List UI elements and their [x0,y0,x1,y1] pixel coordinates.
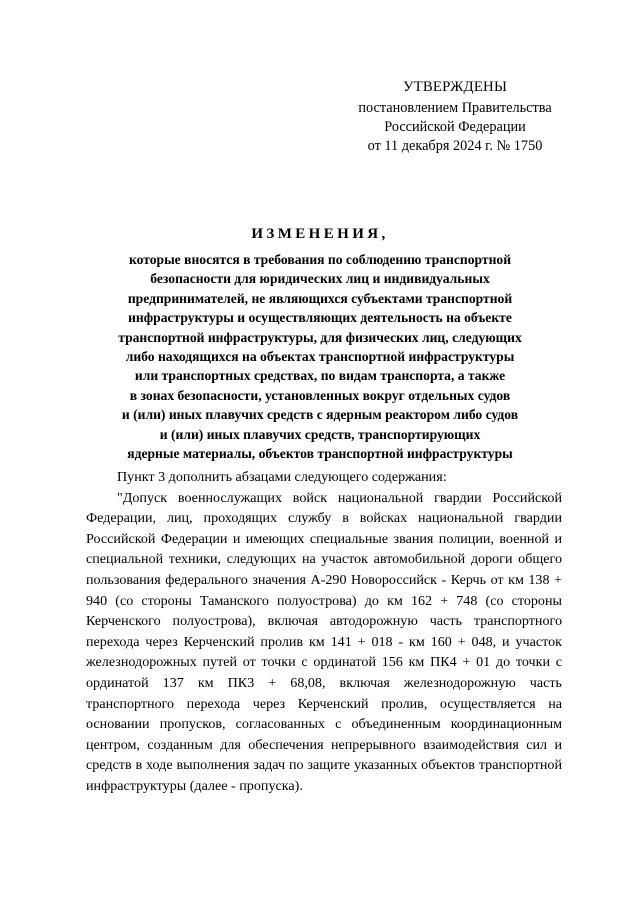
intro-paragraph: Пункт 3 дополнить абзацами следующего содержания: [117,469,447,485]
approval-line: постановлением Правительства [358,100,552,116]
subtitle-line: ядерные материалы, объектов транспортной инфраструктуры [127,446,513,462]
subtitle-line: или транспортных средствах, по видам транспорта, а также [134,368,506,384]
subtitle-line: транспортной инфраструктуры, для физических лиц, следующих [118,329,522,345]
document-body [86,467,562,797]
approval-line: Российской Федерации [384,119,526,135]
approval-stamp: УТВЕРЖДЕНЫ [402,79,508,95]
document-title: ИЗМЕНЕНИЯ, [251,226,389,242]
subtitle-line: и (или) иных плавучих средств с ядерным реактором либо судов [121,407,519,423]
subtitle-line: либо находящихся на объектах транспортной инфраструктуры [125,349,515,365]
approval-block [330,78,580,156]
main-paragraph: "Допуск военнослужащих войск национальной гвардии Российской Федерации, лиц, проходящих службу в войсках национальной гвардии Российской Федерации и имеющих специальные звания полиции, военной и специальной техники, следующих на участок автомобильной дороги общего пользования федерального значения А-290 Новороссийск - Керчь от км 138 + 940 (со стороны Таманского полуострова) до км 162 + 748 (со стороны Керченского полуострова), включая автодорожную часть транспортного перехода через Керченский пролив км 141 + 018 - км 160 + 048, и участок железнодорожных путей от точки с ординатой 156 км ПК4 + 01 до точки с ординатой 137 км ПК3 + 68,08, включая железнодорожную часть транспортного перехода через Керченский пролив, осуществляется на основании пропусков, согласованных с объединенным координационным центром, созданным для обеспечения непрерывного взаимодействия сил и средств в ходе выполнения задач по защите указанных объектов транспортной инфраструктуры (далее - пропуска). [86,489,562,794]
subtitle-line: предпринимателей, не являющихся субъектами транспортной [127,290,513,306]
subtitle-line: безопасности для юридических лиц и индивидуальных [150,271,490,287]
approval-line: от 11 декабря 2024 г. № 1750 [367,138,543,154]
subtitle-line: инфраструктуры и осуществляющих деятельность на объекте [128,310,512,326]
subtitle-line: в зонах безопасности, установленных вокруг отдельных судов [129,387,511,403]
subtitle-line: которые вносятся в требования по соблюдению транспортной [128,252,512,267]
subtitle-line: и (или) иных плавучих средств, транспортирующих [159,426,481,442]
document-subtitle [70,250,570,463]
